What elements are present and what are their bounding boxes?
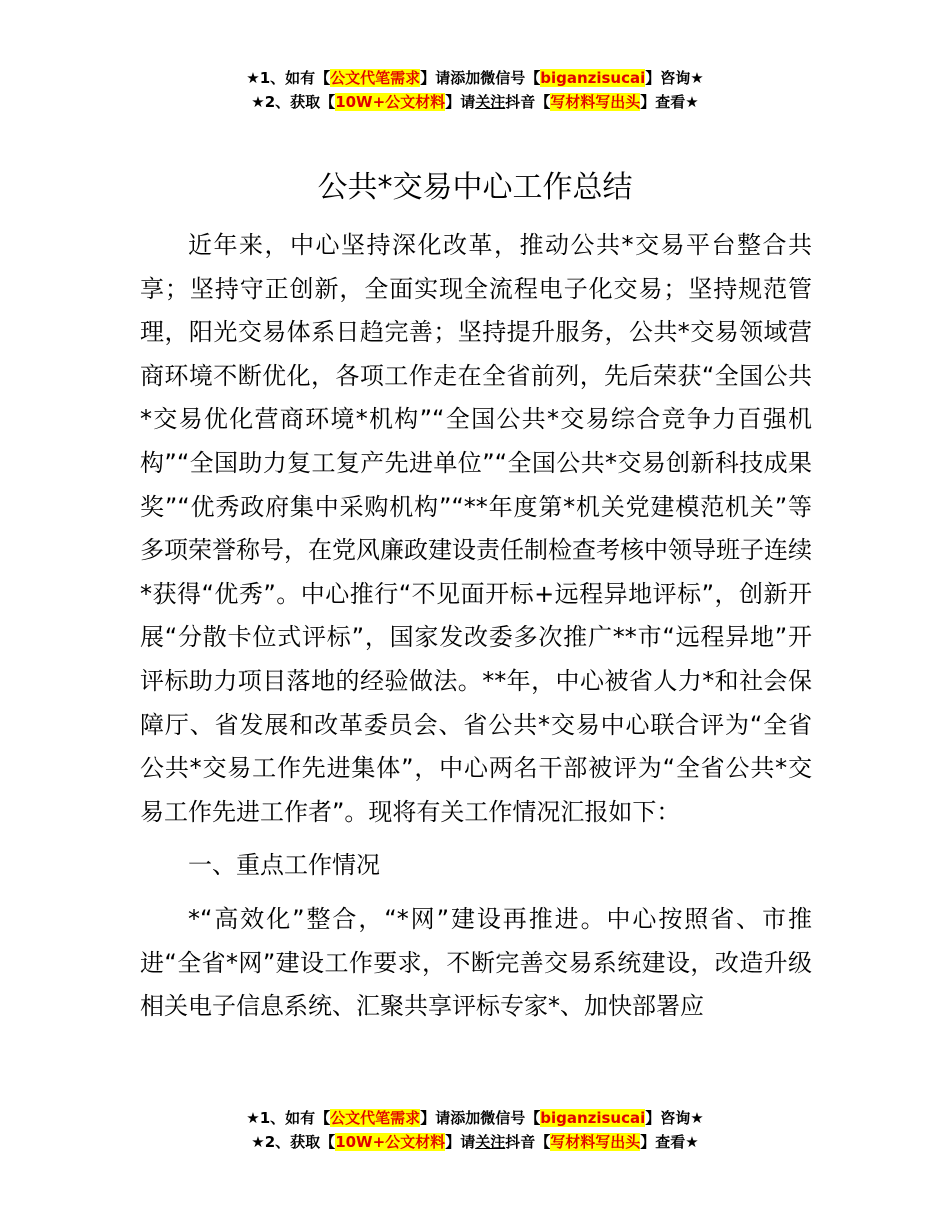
banner-text: ★1、如有【 xyxy=(246,69,331,87)
banner-highlight: biganzisucai xyxy=(540,1109,646,1127)
banner-text: ★2、获取【 xyxy=(251,93,336,111)
footer-banner xyxy=(0,1106,950,1154)
banner-text: 】请 xyxy=(445,93,476,111)
banner-highlight: 公文代笔需求 xyxy=(330,69,421,87)
banner-highlight: 10W+公文材料 xyxy=(335,1133,446,1151)
banner-highlight: 写材料写出头 xyxy=(550,1133,641,1151)
banner-text: ★2、获取【 xyxy=(251,1133,336,1151)
banner-text: 】查看★ xyxy=(640,93,699,111)
banner-underlined-text: 关注 xyxy=(475,1133,506,1151)
banner-text: 】咨询★ xyxy=(645,1109,704,1127)
banner-highlight: 写材料写出头 xyxy=(550,93,641,111)
banner-highlight: biganzisucai xyxy=(540,69,646,87)
banner-highlight: 10W+公文材料 xyxy=(335,93,446,111)
paragraph: *“高效化”整合，“*网”建设再推进。中心按照省、市推进“全省*网”建设工作要求，不断完善交易系统建设，改造升级相关电子信息系统、汇聚共享评标专家*、加快部署应 xyxy=(140,904,812,1021)
paragraph: 近年来，中心坚持深化改革，推动公共*交易平台整合共享；坚持守正创新，全面实现全流程电子化交易；坚持规范管理，阳光交易体系日趋完善；坚持提升服务，公共*交易领域营商环境不断优化，各项工作走在全省前列，先后荣获“全国公共*交易优化营商环境*机构”“全国公共*交易综合竞争力百强机构”“全国助力复工复产先进单位”“全国公共*交易创新科技成果奖”“优秀政府集中采购机构”“**年度第*机关党建模范机关”等多项荣誉称号，在党风廉政建设责任制检查考核中领导班子连续*获得“优秀”。中心推行“不见面开标+远程异地评标”，创新开展“分散卡位式评标”，国家发改委多次推广**市“远程异地”开评标助力项目落地的经验做法。**年，中心被省人力*和社会保障厅、省发展和改革委员会、省公共*交易中心联合评为“全省公共*交易工作先进集体”，中心两名干部被评为“全省公共*交易工作先进工作者”。现将有关工作情况汇报如下： xyxy=(140,231,812,826)
banner-line-2 xyxy=(0,1130,950,1154)
banner-text: 抖音【 xyxy=(505,1133,551,1151)
section-heading: 一、重点工作情况 xyxy=(188,851,380,880)
banner-line-1 xyxy=(0,1106,950,1130)
banner-text: 】请添加微信号【 xyxy=(420,1109,541,1127)
document-title: 公共*交易中心工作总结 xyxy=(317,170,633,205)
banner-line-2 xyxy=(0,90,950,114)
banner-underlined-text: 关注 xyxy=(475,93,506,111)
banner-text: ★1、如有【 xyxy=(246,1109,331,1127)
banner-text: 】请 xyxy=(445,1133,476,1151)
banner-text: 】咨询★ xyxy=(645,69,704,87)
header-banner xyxy=(0,66,950,114)
banner-line-1 xyxy=(0,66,950,90)
document-body xyxy=(140,224,812,1029)
banner-text: 】请添加微信号【 xyxy=(420,69,541,87)
banner-text: 】查看★ xyxy=(640,1133,699,1151)
banner-highlight: 公文代笔需求 xyxy=(330,1109,421,1127)
banner-text: 抖音【 xyxy=(505,93,551,111)
